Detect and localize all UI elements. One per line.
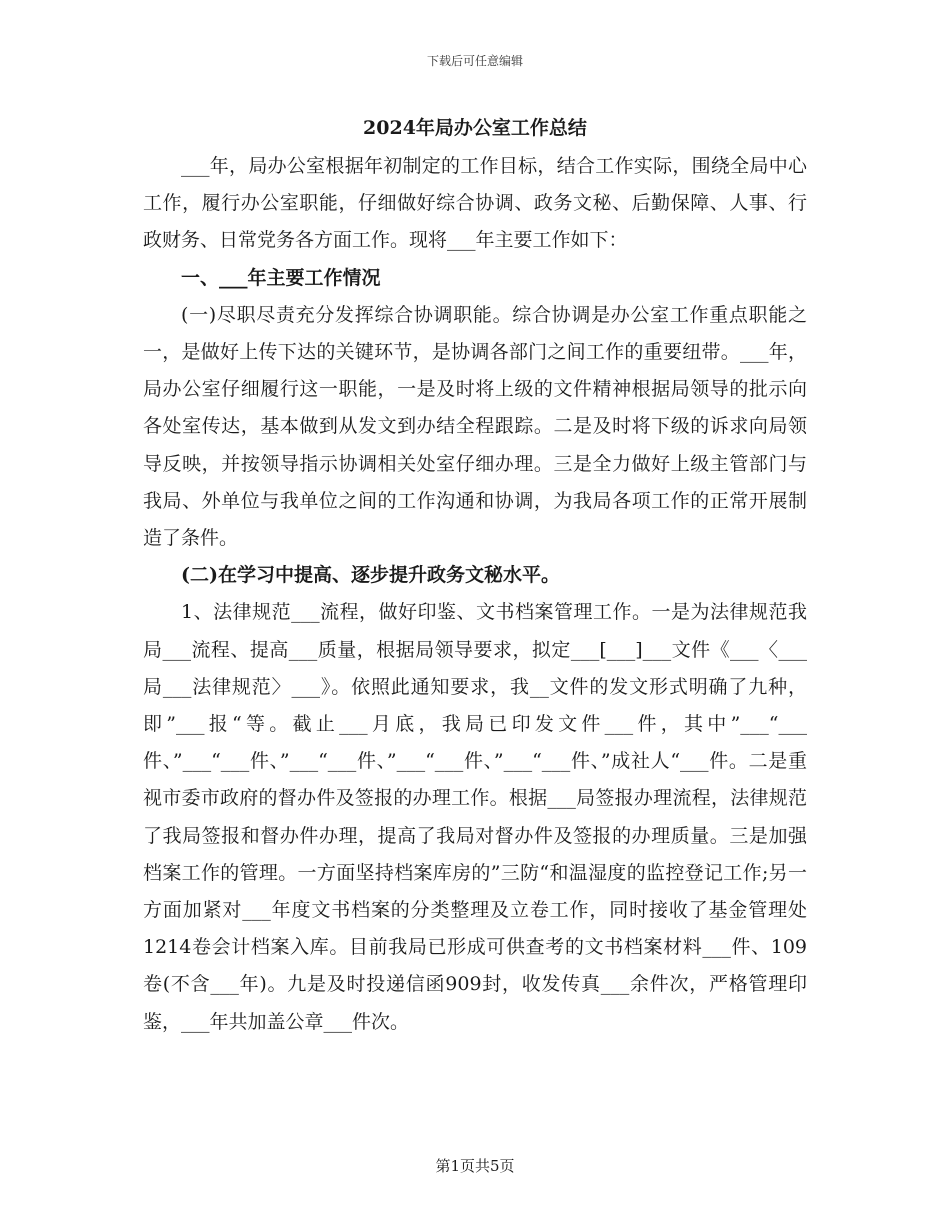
page-header-note: 下载后可任意编辑 — [426, 54, 523, 68]
subsection-heading-2: (二)在学习中提高、逐步提升政务文秘水平。 — [181, 564, 560, 587]
page-title: 2024年局办公室工作总结 — [363, 117, 587, 139]
subsection-paragraph-1: (一)尽职尽责充分发挥综合协调职能。综合协调是办公室工作重点职能之一，是做好上传下达的关键环节，是协调各部门之间工作的重要纽带。___年，局办公室仔细履行这一职能，一是及时将上级的文件精神根据局领导的批示向各处室传达，基本做到从发文到办结全程跟踪。二是及时将下级的诉求向局领导反映，并按领导指示协调相关处室仔细办理。三是全力做好上级主管部门与我局、外单位与我单位之间的工作沟通和协调，为我局各项工作的正常开展制造了条件。 — [143, 303, 807, 550]
document-body — [143, 148, 807, 1041]
item-paragraph-1: 1、法律规范___流程，做好印鉴、文书档案管理工作。一是为法律规范我局___流程、提高___质量，根据局领导要求，拟定___[___]___文件《___〈___局___法律规范〉___》。依照此通知要求，我__文件的发文形式明确了九种，即”___报“等。截止___月底，我局已印发文件___件，其中”___“___件、”___“___件、”___“___件、”___“___件、”___“___件、”成社人“___件。二是重视市委市政府的督办件及签报的办理工作。根据___局签报办理流程，法律规范了我局签报和督办件办理，提高了我局对督办件及签报的办理质量。三是加强档案工作的管理。一方面坚持档案库房的”三防“和温湿度的监控登记工作;另一方面加紧对___年度文书档案的分类整理及立卷工作，同时接收了基金管理处1214卷会计档案入库。目前我局已形成可供查考的文书档案材料___件、109卷(不含___年)。九是及时投递信函909封，收发传真___余件次，严格管理印鉴，___年共加盖公章___件次。 — [143, 601, 807, 1033]
page-number: 第1页共5页 — [435, 1157, 515, 1175]
section-heading-1: 一、___年主要工作情况 — [181, 266, 381, 289]
intro-paragraph: ___年，局办公室根据年初制定的工作目标，结合工作实际，围绕全局中心工作，履行办公室职能，仔细做好综合协调、政务文秘、后勤保障、人事、行政财务、日常党务各方面工作。现将___年主要工作如下： — [143, 155, 807, 252]
